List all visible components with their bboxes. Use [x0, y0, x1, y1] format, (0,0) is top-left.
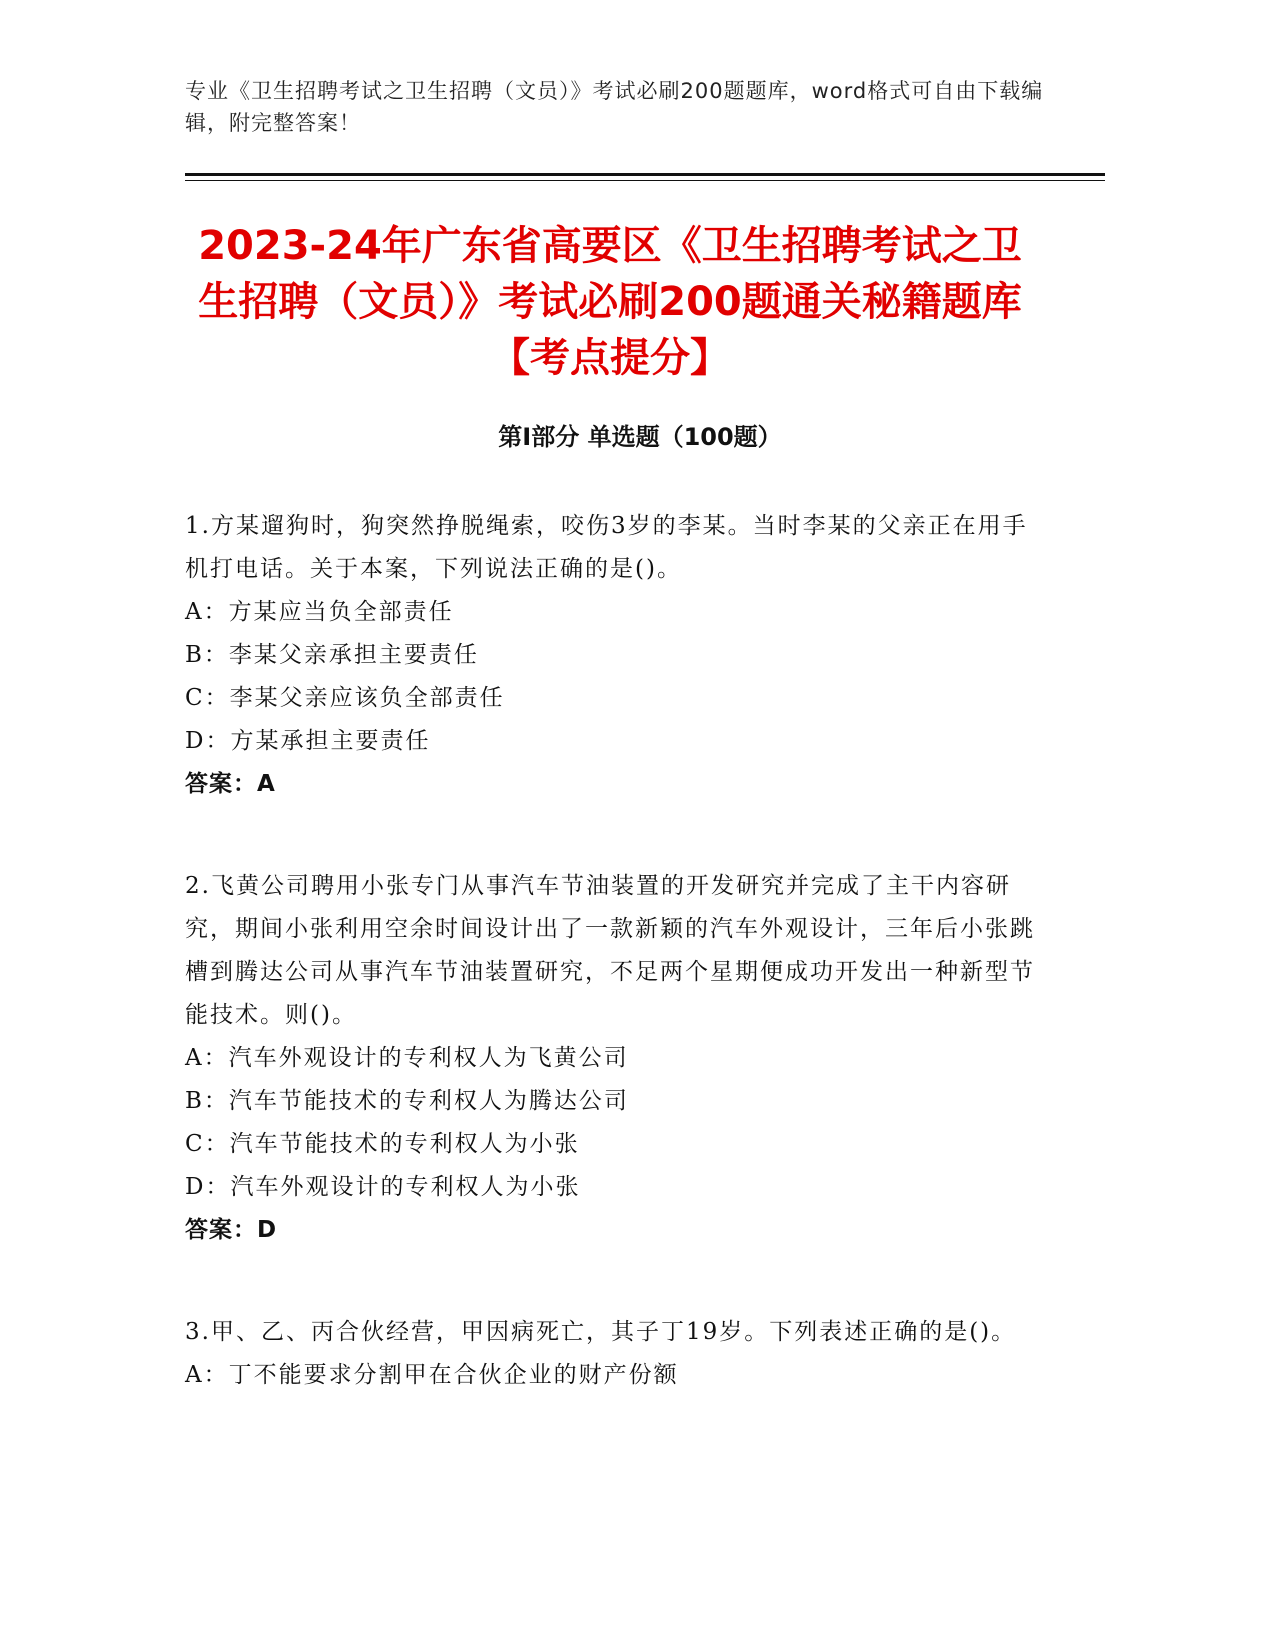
option-d: D：汽车外观设计的专利权人为小张	[185, 1174, 581, 1200]
option-d: D：方某承担主要责任	[185, 728, 431, 754]
section-title: 第I部分 单选题（100题）	[498, 423, 782, 451]
question-stem: 1.方某遛狗时，狗突然挣脱绳索，咬伤3岁的李某。当时李某的父亲正在用手机打电话。关于本案，下列说法正确的是()。	[185, 513, 1028, 582]
document-title: 2023-24年广东省高要区《卫生招聘考试之卫生招聘（文员）》考试必刷200题通关秘籍题库【考点提分】	[198, 223, 1022, 381]
option-a: A：汽车外观设计的专利权人为飞黄公司	[185, 1045, 629, 1071]
question-2	[185, 865, 1045, 1252]
question-stem: 3.甲、乙、丙合伙经营，甲因病死亡，其子丁19岁。下列表述正确的是()。	[185, 1319, 1017, 1345]
header-divider-thick	[185, 173, 1105, 176]
option-a: A：丁不能要求分割甲在合伙企业的财产份额	[185, 1362, 679, 1388]
question-list	[185, 505, 1045, 1456]
option-b: B：李某父亲承担主要责任	[185, 642, 479, 668]
option-b: B：汽车节能技术的专利权人为腾达公司	[185, 1088, 629, 1114]
answer-label: 答案：D	[185, 1217, 278, 1243]
answer-label: 答案：A	[185, 771, 276, 797]
question-stem: 2.飞黄公司聘用小张专门从事汽车节油装置的开发研究并完成了主干内容研究，期间小张利用空余时间设计出了一款新颖的汽车外观设计，三年后小张跳槽到腾达公司从事汽车节油装置研究，不足两个星期便成功开发出一种新型节能技术。则()。	[185, 873, 1035, 1028]
header-divider-thin	[185, 180, 1105, 181]
option-c: C：李某父亲应该负全部责任	[185, 685, 505, 711]
option-a: A：方某应当负全部责任	[185, 599, 454, 625]
question-1	[185, 505, 1045, 806]
question-3	[185, 1311, 1045, 1397]
header-note: 专业《卫生招聘考试之卫生招聘（文员）》考试必刷200题题库，word格式可自由下载编辑，附完整答案！	[185, 79, 1044, 135]
option-c: C：汽车节能技术的专利权人为小张	[185, 1131, 580, 1157]
